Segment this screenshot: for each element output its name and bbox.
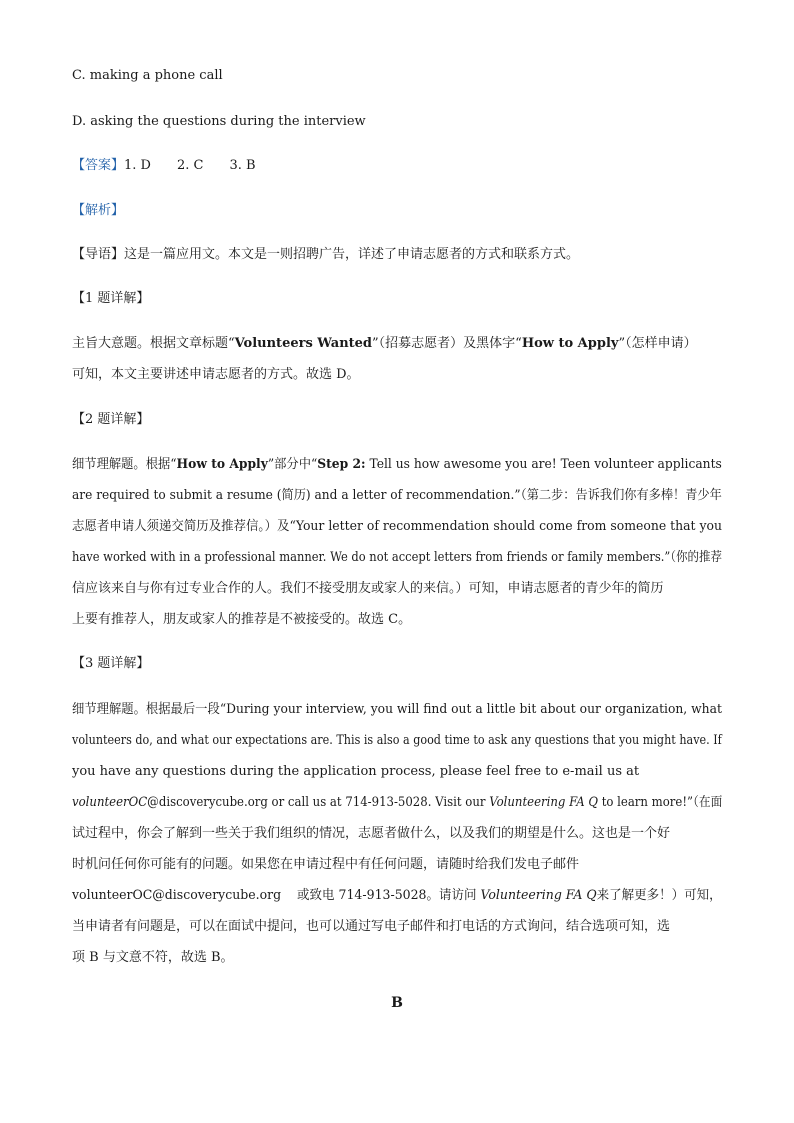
option-c: C. making a phone call xyxy=(72,68,223,83)
q3-email-user: volunteerOC xyxy=(72,795,148,810)
section-marker: B xyxy=(391,995,403,1011)
q1-heading: 【1 题详解】 xyxy=(72,291,150,306)
q3-line-4 xyxy=(72,794,722,812)
q2-line-4: have worked with in a professional manner. We do not accept letters from friends or family members.”（你的推荐 xyxy=(72,550,722,565)
q2-line-1 xyxy=(72,456,722,474)
q3-text-d2: 来了解更多！）可知， xyxy=(596,888,722,903)
answer-item-3: 3. B xyxy=(229,158,256,173)
q3-heading: 【3 题详解】 xyxy=(72,656,150,671)
q3-email: volunteerOC@discoverycube.org xyxy=(72,888,282,903)
q1-line-1 xyxy=(72,335,697,353)
q3-line-2: volunteers do, and what our expectations are. This is also a good time to ask any questions that you might have. If xyxy=(72,733,722,748)
q3-line-8: 当申请者有问题是，可以在面试中提问，也可以通过写电子邮件和打电话的方式询问，结合选项可知，选 xyxy=(72,919,671,934)
q2-section-ref: How to Apply xyxy=(176,457,268,472)
q3-line-9: 项 B 与文意不符，故选 B。 xyxy=(72,950,234,965)
q2-text-c: ”部分中“ xyxy=(267,457,318,472)
q3-email-domain: @discoverycube.org or call us at 714-913-5028. Visit our xyxy=(147,795,490,810)
q3-faq-ref: Volunteering FA Q xyxy=(489,795,598,810)
answer-item-1: 1. D xyxy=(124,158,151,173)
answer-label: 【答案】 xyxy=(72,158,125,173)
q1-line-2: 可知，本文主要讲述申请志愿者的方式。故选 D。 xyxy=(72,367,360,382)
q1-text-e: ”（怎样申请） xyxy=(618,336,697,351)
option-d: D. asking the questions during the interview xyxy=(72,114,366,129)
q2-line-2: are required to submit a resume (简历) and a letter of recommendation.”（第二步：告诉我们你有多棒！青少年 xyxy=(72,488,722,503)
guide-label: 【导语】 xyxy=(72,247,125,262)
q1-text-c: ”（招募志愿者）及黑体字“ xyxy=(372,336,522,351)
q3-line-3: you have any questions during the application process, please feel free to e-mail us at xyxy=(72,764,640,779)
q3-text-b: 或致电 714-913-5028。请访问 xyxy=(281,888,481,903)
q2-step-ref: Step 2: xyxy=(317,457,366,472)
q1-text-a: 主旨大意题。根据文章标题“ xyxy=(72,336,235,351)
analysis-label: 【解析】 xyxy=(72,203,125,218)
q2-line-6: 上要有推荐人，朋友或家人的推荐是不被接受的。故选 C。 xyxy=(72,612,412,627)
q2-text-e: Tell us how awesome you are! Teen volunteer applicants xyxy=(365,457,722,472)
q3-line-7 xyxy=(72,887,722,905)
q2-text-a: 细节理解题。根据“ xyxy=(72,457,177,472)
q3-line-6: 时机问任何你可能有的问题。如果您在申请过程中有任何问题，请随时给我们发电子邮件 xyxy=(72,857,580,872)
guide-line xyxy=(72,246,579,264)
q1-title-ref: Volunteers Wanted xyxy=(234,336,373,351)
q3-line-5: 试过程中，你会了解到一些关于我们组织的情况，志愿者做什么，以及我们的期望是什么。这也是一个好 xyxy=(72,826,671,841)
q2-heading: 【2 题详解】 xyxy=(72,412,150,427)
answer-item-2: 2. C xyxy=(176,158,204,173)
q3-faq-ref-2: Volunteering FA Q xyxy=(480,888,597,903)
q2-line-5: 信应该来自与你有过专业合作的人。我们不接受朋友或家人的来信。）可知，申请志愿者的青少年的简历 xyxy=(72,581,664,596)
q2-line-3: 志愿者申请人须递交简历及推荐信。）及“Your letter of recommendation should come from someone that you xyxy=(72,519,722,534)
q3-line-1: 细节理解题。根据最后一段“During your interview, you will find out a little bit about our organization, what xyxy=(72,702,722,717)
q3-text-d: to learn more!”（在面 xyxy=(597,795,723,810)
answer-line xyxy=(72,157,256,175)
guide-text: 这是一篇应用文。本文是一则招聘广告，详述了申请志愿者的方式和联系方式。 xyxy=(124,247,580,262)
q1-heading-ref: How to Apply xyxy=(521,336,619,351)
